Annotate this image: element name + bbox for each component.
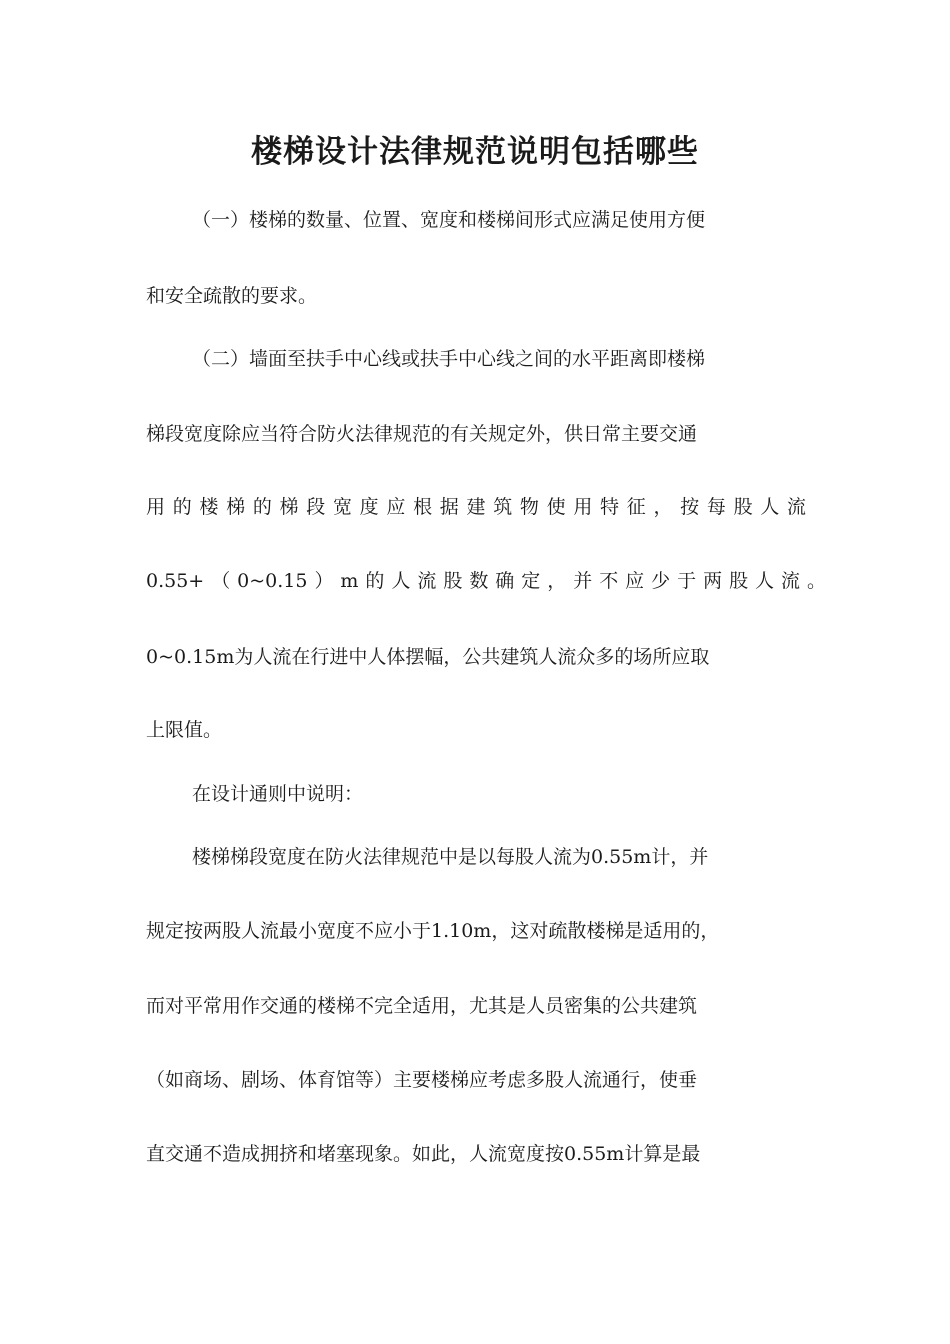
paragraph-line-7: 0~0.15m为人流在行进中人体摆幅，公共建筑人流众多的场所应取 <box>146 646 710 668</box>
paragraph-line-2: 和安全疏散的要求。 <box>146 285 318 307</box>
paragraph-line-12: 而对平常用作交通的楼梯不完全适用，尤其是人员密集的公共建筑 <box>146 995 698 1017</box>
paragraph-line-14: 直交通不造成拥挤和堵塞现象。如此，人流宽度按0.55m计算是最 <box>146 1143 701 1165</box>
paragraph-line-11: 规定按两股人流最小宽度不应小于1.10m，这对疏散楼梯是适用的， <box>146 920 720 942</box>
paragraph-line-8: 上限值。 <box>146 719 223 741</box>
paragraph-line-5: 用的楼梯的梯段宽度应根据建筑物使用特征，按每股人流 <box>146 496 806 518</box>
paragraph-line-6: 0.55+（0~0.15）m的人流股数确定，并不应少于两股人流。 <box>146 570 826 592</box>
paragraph-line-1: （一）楼梯的数量、位置、宽度和楼梯间形式应满足使用方便 <box>192 209 706 231</box>
paragraph-line-4: 梯段宽度除应当符合防火法律规范的有关规定外，供日常主要交通 <box>146 423 698 445</box>
document-title: 楼梯设计法律规范说明包括哪些 <box>251 134 699 170</box>
paragraph-line-3: （二）墙面至扶手中心线或扶手中心线之间的水平距离即楼梯 <box>192 348 706 370</box>
paragraph-line-10: 楼梯梯段宽度在防火法律规范中是以每股人流为0.55m计，并 <box>192 846 709 868</box>
paragraph-line-13: （如商场、剧场、体育馆等）主要楼梯应考虑多股人流通行，使垂 <box>146 1069 698 1091</box>
paragraph-line-9: 在设计通则中说明： <box>192 783 364 805</box>
